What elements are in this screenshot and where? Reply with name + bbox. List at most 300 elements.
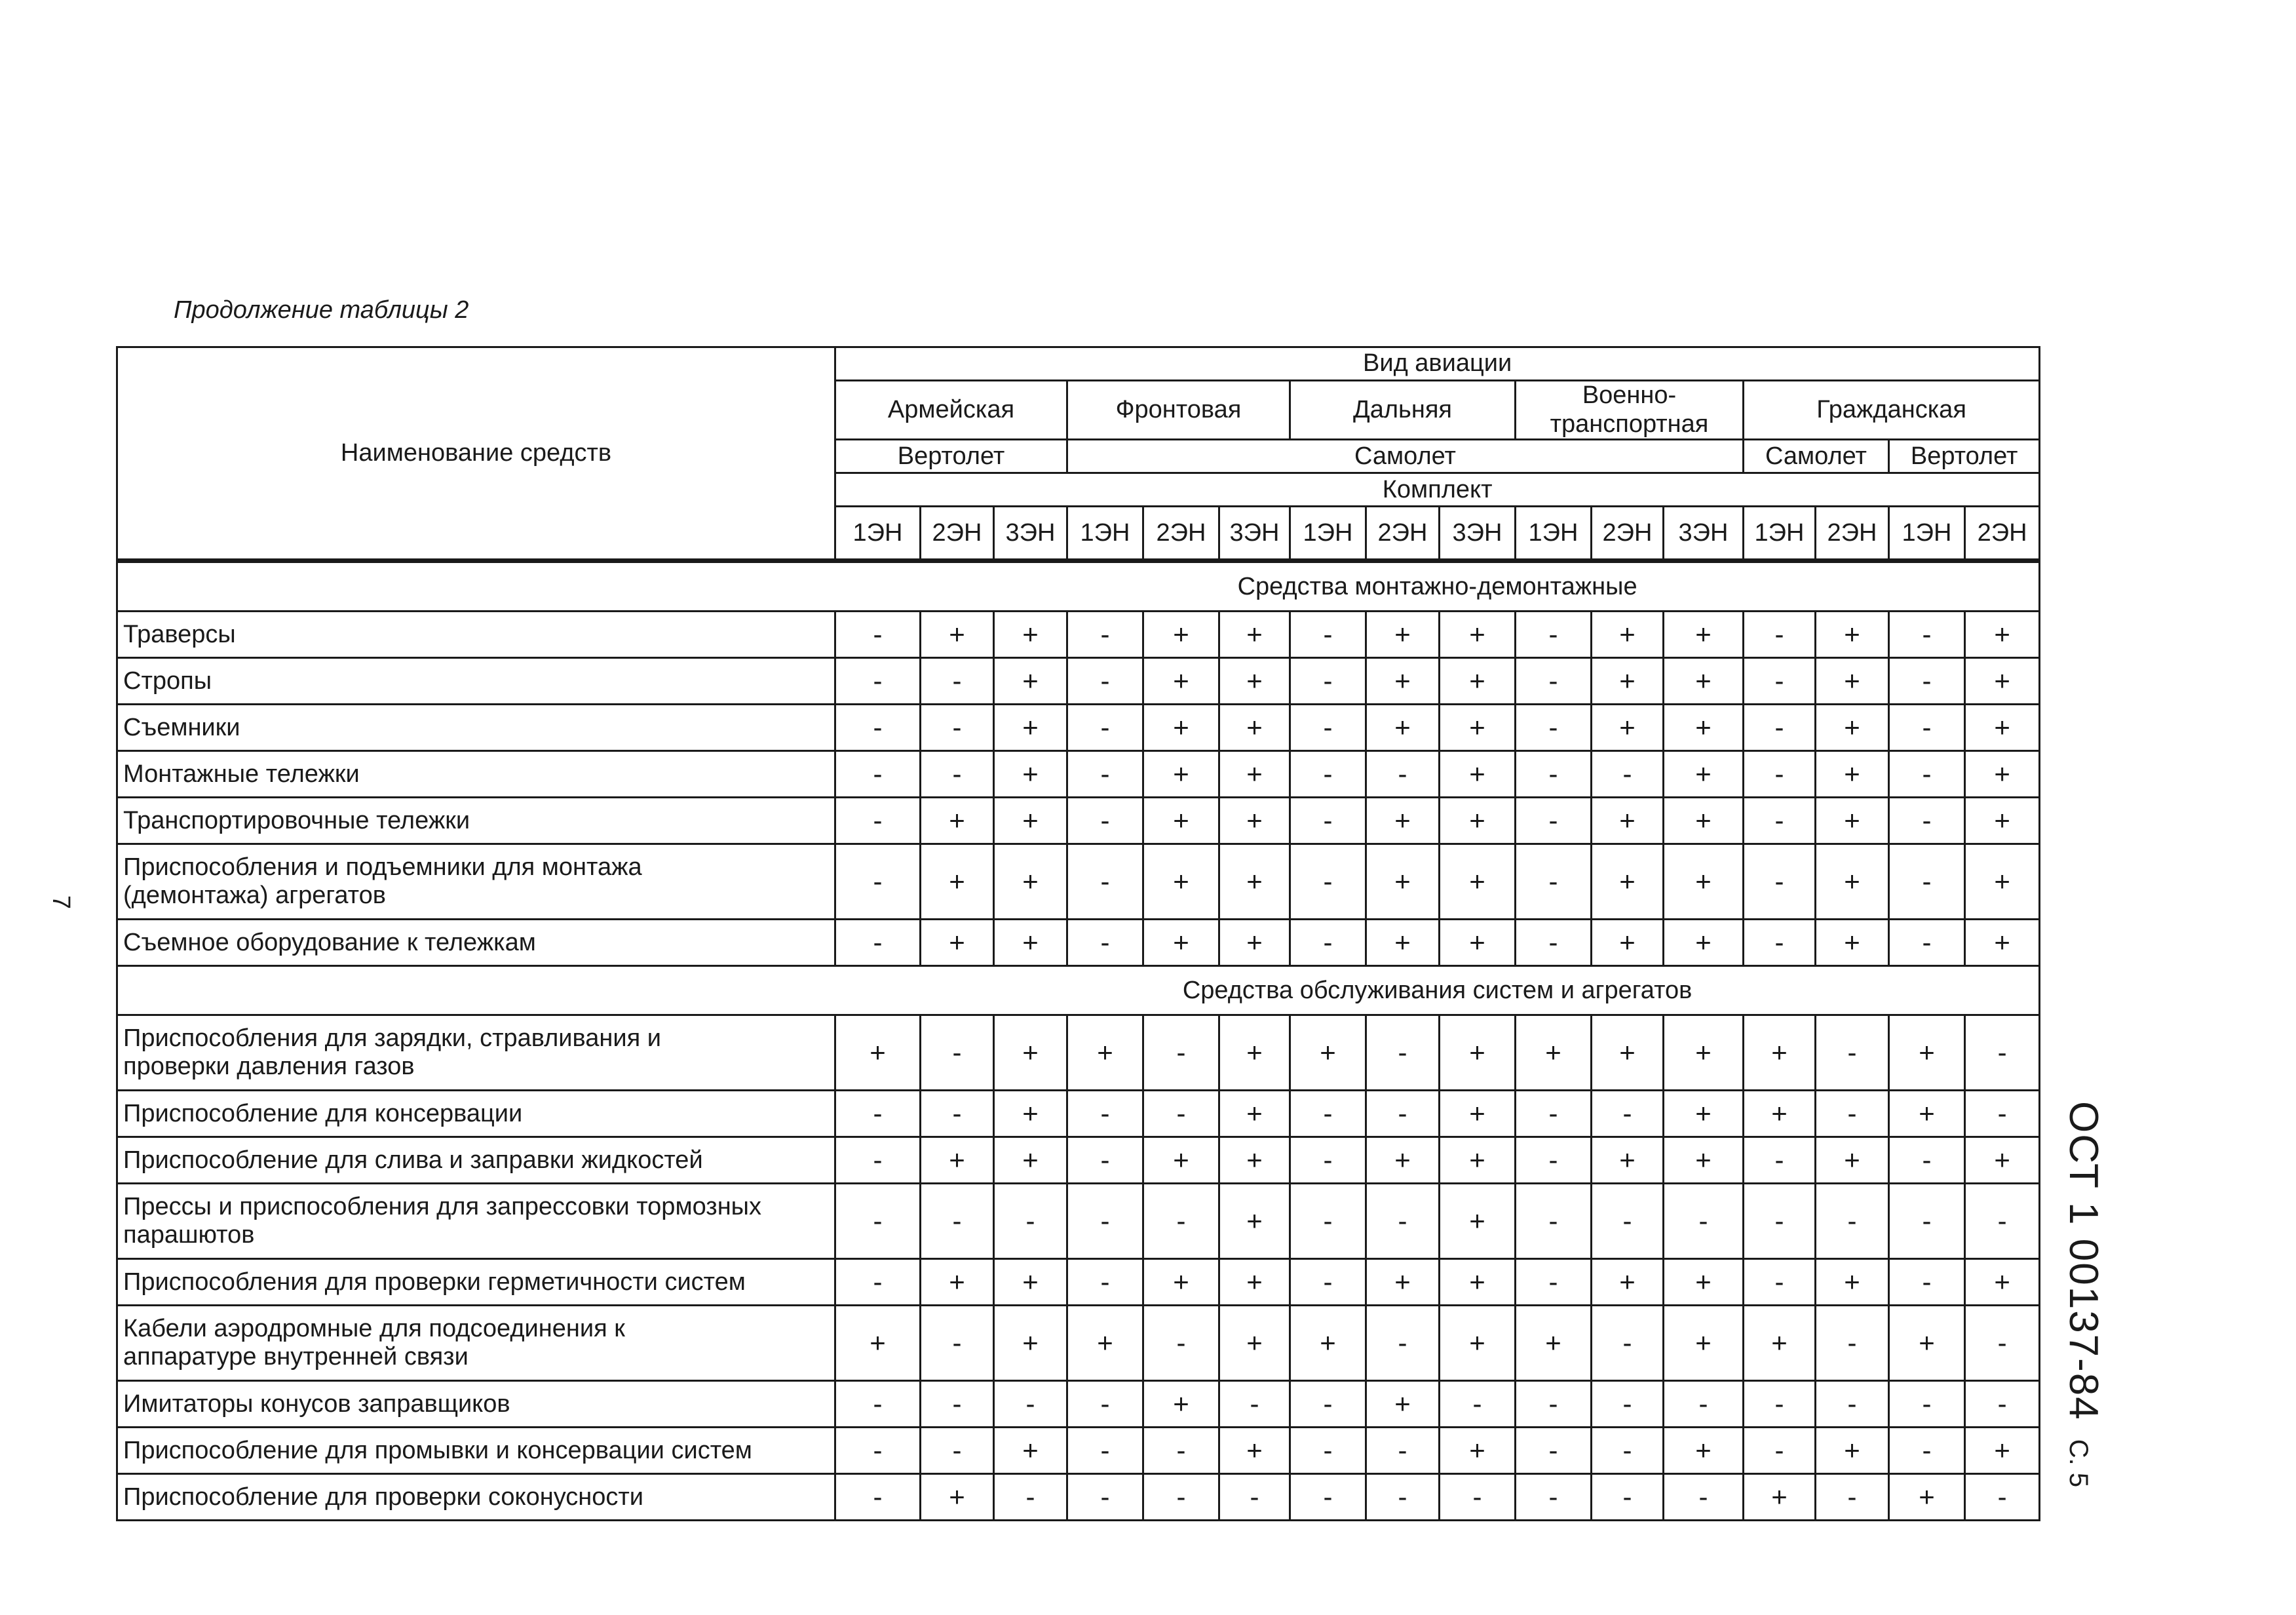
kit-col-header: 1ЭН [1516,507,1592,561]
availability-mark: - [1816,1015,1889,1091]
table-row [117,1259,2040,1306]
availability-mark: - [994,1474,1067,1521]
availability-mark: - [1744,1259,1816,1306]
availability-mark: - [1366,1306,1440,1381]
availability-mark: + [1440,1306,1516,1381]
availability-mark: + [1816,751,1889,798]
availability-mark: + [1516,1306,1592,1381]
availability-mark: - [921,658,994,705]
availability-mark: + [1219,1184,1290,1259]
availability-mark: + [1592,798,1664,844]
table-row [117,1184,2040,1259]
availability-mark: - [835,751,921,798]
availability-mark: - [1067,1381,1143,1428]
availability-mark: - [1889,612,1965,658]
availability-mark: - [1516,1474,1592,1521]
availability-mark: - [1816,1381,1889,1428]
availability-mark: + [994,1306,1067,1381]
availability-mark: + [1366,798,1440,844]
availability-mark: + [1516,1015,1592,1091]
availability-mark: + [994,1137,1067,1184]
availability-mark: - [1067,751,1143,798]
availability-mark: - [1965,1306,2040,1381]
section-header-row [117,561,2040,612]
availability-mark: - [1067,612,1143,658]
availability-mark: + [1143,1137,1219,1184]
kit-col-header: 2ЭН [1143,507,1219,561]
kit-col-header: 3ЭН [1219,507,1290,561]
row-name-line: Имитаторы конусов заправщиков [123,1390,510,1418]
availability-mark: - [1290,920,1366,966]
row-name [117,705,835,751]
availability-mark: - [1516,1091,1592,1137]
availability-mark: + [1744,1306,1816,1381]
availability-mark: - [1290,1381,1366,1428]
availability-mark: + [1143,612,1219,658]
availability-mark: + [1965,1259,2040,1306]
availability-mark: + [1664,1091,1744,1137]
availability-mark: - [1366,1474,1440,1521]
availability-mark: + [1440,1015,1516,1091]
availability-mark: + [1440,920,1516,966]
availability-mark: - [1744,1381,1816,1428]
availability-mark: - [1067,1259,1143,1306]
availability-mark: + [994,1091,1067,1137]
row-name-line: Приспособления и подъемники для монтажа [123,853,642,881]
availability-mark: + [1592,612,1664,658]
availability-mark: - [1067,1474,1143,1521]
branch-vt-line1: Военно- [1582,381,1677,409]
availability-mark: - [835,1137,921,1184]
row-name-line: Приспособление для слива и заправки жидкостей [123,1146,703,1174]
availability-mark: - [1744,658,1816,705]
availability-mark: + [921,1137,994,1184]
availability-mark: - [921,1091,994,1137]
availability-mark: - [994,1184,1067,1259]
availability-mark: + [1290,1015,1366,1091]
availability-mark: + [1440,612,1516,658]
availability-mark: - [1816,1091,1889,1137]
availability-mark: + [1440,798,1516,844]
availability-mark: - [1889,920,1965,966]
branch-long-range: Дальняя [1290,381,1516,440]
availability-mark: + [1664,1428,1744,1474]
availability-mark: - [1744,798,1816,844]
availability-mark: - [1516,751,1592,798]
availability-mark: + [994,658,1067,705]
availability-mark: - [835,920,921,966]
row-name [117,798,835,844]
row-name-line: Приспособление для промывки и консервации систем [123,1436,752,1464]
availability-mark: + [994,1015,1067,1091]
availability-mark: - [1965,1015,2040,1091]
availability-mark: - [835,1184,921,1259]
availability-mark: + [1889,1091,1965,1137]
availability-mark: + [1664,844,1744,920]
availability-mark: + [1664,1306,1744,1381]
availability-mark: - [1516,705,1592,751]
table-caption: Продолжение таблицы 2 [174,296,469,324]
availability-mark: + [1219,1091,1290,1137]
availability-mark: - [1965,1474,2040,1521]
branch-military-transport [1516,381,1744,440]
availability-mark: + [994,1428,1067,1474]
availability-mark: + [1965,844,2040,920]
equipment-table [116,346,2040,1521]
table-row [117,705,2040,751]
availability-mark: - [1516,844,1592,920]
availability-mark: + [1143,705,1219,751]
availability-mark: + [1219,920,1290,966]
availability-mark: - [1067,1091,1143,1137]
section-title: Средства монтажно-демонтажные [117,561,2040,612]
branch-frontline: Фронтовая [1067,381,1290,440]
availability-mark: - [1067,1184,1143,1259]
availability-mark: + [1744,1091,1816,1137]
availability-mark: + [1664,751,1744,798]
availability-mark: + [1816,798,1889,844]
availability-mark: - [835,1381,921,1428]
aircraft-helicopter-civil: Вертолет [1889,440,2040,473]
kit-col-header: 3ЭН [1440,507,1516,561]
availability-mark: + [1440,1259,1516,1306]
availability-mark: - [1889,844,1965,920]
availability-mark: - [1290,705,1366,751]
availability-mark: - [1889,705,1965,751]
availability-mark: - [1816,1306,1889,1381]
row-name [117,1137,835,1184]
availability-mark: - [1290,844,1366,920]
availability-mark: - [921,705,994,751]
availability-mark: - [1143,1091,1219,1137]
availability-mark: + [1143,751,1219,798]
availability-mark: - [1290,1474,1366,1521]
availability-mark: + [1889,1474,1965,1521]
availability-mark: - [1592,751,1664,798]
availability-mark: + [1440,1184,1516,1259]
availability-mark: + [835,1015,921,1091]
availability-mark: + [1664,1137,1744,1184]
availability-mark: + [1219,844,1290,920]
availability-mark: - [1516,612,1592,658]
row-name [117,1259,835,1306]
row-name-line: проверки давления газов [123,1053,415,1081]
table-row [117,1306,2040,1381]
availability-mark: - [1067,798,1143,844]
availability-mark: + [1440,705,1516,751]
availability-mark: - [1744,844,1816,920]
section-header-row [117,966,2040,1015]
availability-mark: - [1516,798,1592,844]
availability-mark: - [1143,1306,1219,1381]
availability-mark: - [1143,1184,1219,1259]
availability-mark: + [994,705,1067,751]
availability-mark: + [1816,1137,1889,1184]
availability-mark: - [1965,1381,2040,1428]
row-name [117,1306,835,1381]
availability-mark: - [1889,1381,1965,1428]
table-row [117,1381,2040,1428]
row-name-line: аппаратуре внутренней связи [123,1343,469,1371]
availability-mark: + [1816,920,1889,966]
availability-mark: - [835,612,921,658]
standard-label [2048,1101,2107,1488]
availability-mark: + [1965,1137,2040,1184]
kit-col-header: 2ЭН [1816,507,1889,561]
kit-col-header: 1ЭН [1290,507,1366,561]
availability-mark: + [1366,1137,1440,1184]
availability-mark: + [994,920,1067,966]
availability-mark: + [1219,1428,1290,1474]
availability-mark: - [1816,1184,1889,1259]
standard-page: С. 5 [2064,1439,2093,1488]
availability-mark: + [994,1259,1067,1306]
availability-mark: - [1889,1137,1965,1184]
availability-mark: - [1516,658,1592,705]
availability-mark: + [1816,1259,1889,1306]
row-name-line: Приспособление для консервации [123,1099,523,1127]
availability-mark: + [1219,751,1290,798]
availability-mark: - [1366,751,1440,798]
availability-mark: - [1592,1306,1664,1381]
table-row [117,920,2040,966]
branch-army: Армейская [835,381,1067,440]
availability-mark: + [1366,844,1440,920]
availability-mark: + [1816,612,1889,658]
availability-mark: - [1516,1259,1592,1306]
availability-mark: + [1744,1015,1816,1091]
availability-mark: + [1965,798,2040,844]
row-name [117,1015,835,1091]
availability-mark: + [1664,705,1744,751]
availability-mark: - [835,1428,921,1474]
availability-mark: - [1889,658,1965,705]
availability-mark: + [1219,1306,1290,1381]
row-name-line: Кабели аэродромные для подсоединения к [123,1314,625,1342]
kit-col-header: 1ЭН [835,507,921,561]
availability-mark: + [1965,658,2040,705]
availability-mark: - [1067,658,1143,705]
row-name [117,1474,835,1521]
availability-mark: - [1592,1091,1664,1137]
kit-col-header: 2ЭН [1592,507,1664,561]
availability-mark: + [1664,658,1744,705]
availability-mark: - [1440,1381,1516,1428]
availability-mark: - [1889,1259,1965,1306]
availability-mark: - [1592,1184,1664,1259]
availability-mark: - [1516,1184,1592,1259]
kit-col-header: 3ЭН [994,507,1067,561]
availability-mark: + [921,798,994,844]
row-name [117,751,835,798]
kit-col-header: 2ЭН [1965,507,2040,561]
row-name-line: Стропы [123,667,212,695]
availability-mark: + [1440,844,1516,920]
availability-mark: + [1143,844,1219,920]
availability-mark: - [1143,1015,1219,1091]
availability-mark: - [1744,1184,1816,1259]
availability-mark: - [1290,1137,1366,1184]
availability-mark: + [1965,751,2040,798]
row-name [117,844,835,920]
availability-mark: - [1143,1474,1219,1521]
availability-mark: - [1592,1428,1664,1474]
row-name-line: Траверсы [123,620,236,648]
kit-col-header: 1ЭН [1744,507,1816,561]
availability-mark: - [1889,798,1965,844]
table-row [117,1428,2040,1474]
availability-mark: - [921,1184,994,1259]
row-name-line: Транспортировочные тележки [123,806,470,834]
availability-mark: + [921,612,994,658]
availability-mark: - [1889,1184,1965,1259]
availability-mark: + [1366,1259,1440,1306]
availability-mark: - [1744,705,1816,751]
availability-mark: - [835,1474,921,1521]
availability-mark: - [1889,1428,1965,1474]
availability-mark: + [1440,751,1516,798]
aircraft-helicopter-army: Вертолет [835,440,1067,473]
availability-mark: + [1592,1015,1664,1091]
row-name [117,1428,835,1474]
availability-mark: + [1366,612,1440,658]
availability-mark: + [921,920,994,966]
availability-mark: - [1664,1184,1744,1259]
aircraft-plane: Самолет [1067,440,1744,473]
availability-mark: + [1664,612,1744,658]
availability-mark: - [1744,751,1816,798]
header-name-col: Наименование средств [117,347,835,561]
availability-mark: - [835,705,921,751]
availability-mark: - [1516,1137,1592,1184]
row-name-line: (демонтажа) агрегатов [123,882,386,910]
table-row [117,612,2040,658]
page-number: 7 [47,895,75,910]
availability-mark: + [1067,1306,1143,1381]
availability-mark: - [1290,658,1366,705]
availability-mark: - [1067,844,1143,920]
availability-mark: - [1965,1184,2040,1259]
header-kit: Комплект [835,473,2040,507]
row-name [117,920,835,966]
availability-mark: - [1744,920,1816,966]
branch-vt-line2: транспортная [1550,410,1709,438]
availability-mark: + [1219,1137,1290,1184]
availability-mark: - [1067,1137,1143,1184]
availability-mark: + [1664,920,1744,966]
availability-mark: - [1290,751,1366,798]
availability-mark: - [1664,1474,1744,1521]
availability-mark: - [1516,1428,1592,1474]
availability-mark: - [1744,1137,1816,1184]
availability-mark: + [1143,798,1219,844]
availability-mark: - [1290,1184,1366,1259]
availability-mark: + [1592,705,1664,751]
kit-col-header: 1ЭН [1067,507,1143,561]
availability-mark: - [835,1091,921,1137]
row-name [117,1091,835,1137]
kit-col-header: 3ЭН [1664,507,1744,561]
availability-mark: - [994,1381,1067,1428]
section-title: Средства обслуживания систем и агрегатов [117,966,2040,1015]
availability-mark: - [921,1428,994,1474]
availability-mark: + [1143,658,1219,705]
availability-mark: - [1219,1474,1290,1521]
standard-code: ОСТ 1 00137-84 [2061,1101,2106,1421]
availability-mark: + [1592,658,1664,705]
availability-mark: + [1592,920,1664,966]
row-name-line: Приспособления для зарядки, стравливания и [123,1024,661,1052]
availability-mark: + [921,844,994,920]
table-row [117,1474,2040,1521]
availability-mark: + [994,612,1067,658]
row-name-line: Прессы и приспособления для запрессовки тормозных [123,1192,761,1220]
availability-mark: - [835,798,921,844]
table-row [117,1137,2040,1184]
availability-mark: + [921,1474,994,1521]
availability-mark: - [1067,1428,1143,1474]
availability-mark: - [921,751,994,798]
availability-mark: + [1440,1137,1516,1184]
availability-mark: + [1440,1428,1516,1474]
availability-mark: + [1067,1015,1143,1091]
availability-mark: - [835,1259,921,1306]
row-name-line: Приспособление для проверки соконусности [123,1483,644,1511]
availability-mark: + [994,751,1067,798]
availability-mark: + [1219,1259,1290,1306]
availability-mark: + [1366,658,1440,705]
availability-mark: + [1965,920,2040,966]
availability-mark: + [1592,844,1664,920]
availability-mark: - [1366,1015,1440,1091]
availability-mark: + [1366,1381,1440,1428]
row-name [117,1381,835,1428]
availability-mark: + [1816,1428,1889,1474]
row-name [117,612,835,658]
row-name [117,658,835,705]
availability-mark: + [1219,705,1290,751]
availability-mark: + [1219,612,1290,658]
availability-mark: + [1664,1259,1744,1306]
kit-col-header: 2ЭН [921,507,994,561]
availability-mark: - [921,1306,994,1381]
availability-mark: - [1290,1428,1366,1474]
availability-mark: + [1816,844,1889,920]
availability-mark: - [1889,751,1965,798]
availability-mark: - [835,658,921,705]
availability-mark: - [1219,1381,1290,1428]
availability-mark: - [1592,1381,1664,1428]
availability-mark: + [1219,1015,1290,1091]
availability-mark: - [1290,1091,1366,1137]
row-name-line: Съемники [123,713,240,741]
row-name-line: парашютов [123,1221,255,1249]
availability-mark: + [994,798,1067,844]
availability-mark: + [1816,658,1889,705]
availability-mark: - [921,1015,994,1091]
availability-mark: - [1516,920,1592,966]
availability-mark: + [1440,1091,1516,1137]
availability-mark: + [1592,1137,1664,1184]
availability-mark: + [1816,705,1889,751]
availability-mark: + [1965,705,2040,751]
availability-mark: + [1366,920,1440,966]
availability-mark: + [1290,1306,1366,1381]
availability-mark: - [1516,1381,1592,1428]
availability-mark: + [994,844,1067,920]
availability-mark: + [1366,705,1440,751]
availability-mark: - [1366,1091,1440,1137]
